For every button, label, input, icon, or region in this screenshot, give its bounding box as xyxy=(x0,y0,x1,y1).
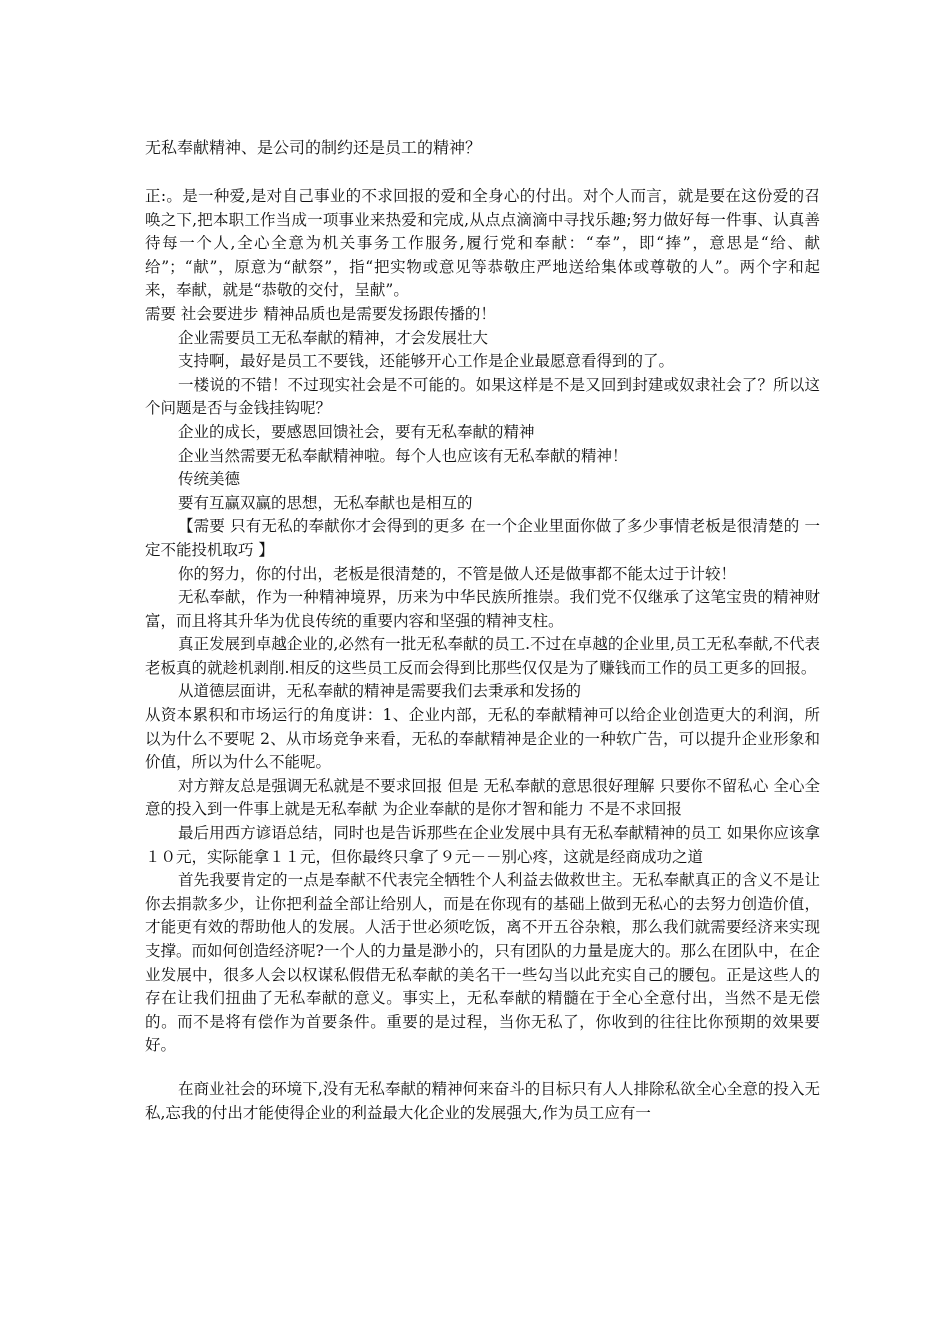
paragraph-spacer xyxy=(145,1058,820,1078)
paragraph: 真正发展到卓越企业的,必然有一批无私奉献的员工.不过在卓越的企业里,员工无私奉献,不代表老板真的就趁机剥削.相反的这些员工反而会得到比那些仅仅是为了赚钱而工作的员工更多的回报。 xyxy=(145,635,820,677)
paragraph: 对方辩友总是强调无私就是不要求回报 但是 无私奉献的意思很好理解 只要你不留私心 全心全意的投入到一件事上就是无私奉献 为企业奉献的是你才智和能力 不是不求回报 xyxy=(145,776,820,819)
paragraph: 正:。是一种爱,是对自己事业的不求回报的爱和全身心的付出。对个人而言，就是要在这份爱的召唤之下,把本职工作当成一项事业来热爱和完成,从点点滴滴中寻找乐趣;努力做好每一件事、认真善待每一个人,全心全意为机关事务工作服务,履行党和奉献：“奉”，即“捧”，意思是“给、献给”；“献”，原意为“献祭”，指“把实物或意见等恭敬庄严地送给集体或尊敬的人”。两个字和起来，奉献，就是“恭敬的交付，呈献”。 xyxy=(145,187,820,300)
paragraph: 支持啊，最好是员工不要钱，还能够开心工作是企业最愿意看得到的了。 xyxy=(178,352,675,371)
paragraph: 【需要 只有无私的奉献你才会得到的更多 在一个企业里面你做了多少事情老板是很清楚的 一定不能投机取巧 】 xyxy=(145,517,820,559)
paragraph: 传统美德 xyxy=(178,470,241,489)
paragraph: 从资本累积和市场运行的角度讲：1、企业内部，无私的奉献精神可以给企业创造更大的利润，所以为什么不要呢 2、从市场竞争来看，无私的奉献精神是企业的一种软广告，可以提升企业形象和价值，所以为什么不能呢。 xyxy=(145,706,820,772)
paragraph: 需要 社会要进步 精神品质也是需要发扬跟传播的！ xyxy=(145,304,496,323)
document-title: 无私奉献精神、是公司的制约还是员工的精神？ xyxy=(145,138,482,157)
paragraph: 你的努力，你的付出，老板是很清楚的，不管是做人还是做事都不能太过于计较！ xyxy=(178,564,737,583)
paragraph: 要有互赢双赢的思想，无私奉献也是相互的 xyxy=(178,493,473,512)
paragraph: 无私奉献，作为一种精神境界，历来为中华民族所推崇。我们党不仅继承了这笔宝贵的精神财富，而且将其升华为优良传统的重要内容和坚强的精神支柱。 xyxy=(145,588,820,630)
document-body xyxy=(145,185,820,1125)
paragraph: 首先我要肯定的一点是奉献不代表完全牺牲个人利益去做救世主。无私奉献真正的含义不是让你去捐款多少，让你把利益全部让给别人，而是在你现有的基础上做到无私心的去努力创造价值，才能更有效的帮助他人的发展。人活于世必须吃饭，离不开五谷杂粮，那么我们就需要经济来实现支撑。而如何创造经济呢?一个人的力量是渺小的，只有团队的力量是庞大的。那么在团队中，在企业发展中，很多人会以权谋私假借无私奉献的美名干一些勾当以此充实自己的腰包。正是这些人的存在让我们扭曲了无私奉献的意义。事实上，无私奉献的精髓在于全心全意付出，当然不是无偿的。而不是将有偿作为首要条件。重要的是过程，当你无私了，你收到的往往比你预期的效果要好。 xyxy=(145,871,820,1055)
paragraph: 企业的成长，要感恩回馈社会，要有无私奉献的精神 xyxy=(178,422,535,441)
paragraph: 企业需要员工无私奉献的精神，才会发展壮大 xyxy=(178,328,489,347)
paragraph: 在商业社会的环境下,没有无私奉献的精神何来奋斗的目标只有人人排除私欲全心全意的投入无私,忘我的付出才能使得企业的利益最大化企业的发展强大,作为员工应有一 xyxy=(145,1079,820,1122)
document-page xyxy=(145,135,820,1125)
paragraph: 最后用西方谚语总结，同时也是告诉那些在企业发展中具有无私奉献精神的员工 如果你应该拿１０元，实际能拿１１元，但你最终只拿了９元－－别心疼，这就是经商成功之道 xyxy=(145,824,820,866)
paragraph: 一楼说的不错！不过现实社会是不可能的。如果这样是不是又回到封建或奴隶社会了？所以这个问题是否与金钱挂钩呢？ xyxy=(145,375,820,418)
paragraph: 企业当然需要无私奉献精神啦。每个人也应该有无私奉献的精神！ xyxy=(178,446,628,465)
paragraph: 从道德层面讲，无私奉献的精神是需要我们去秉承和发扬的 xyxy=(178,682,582,701)
